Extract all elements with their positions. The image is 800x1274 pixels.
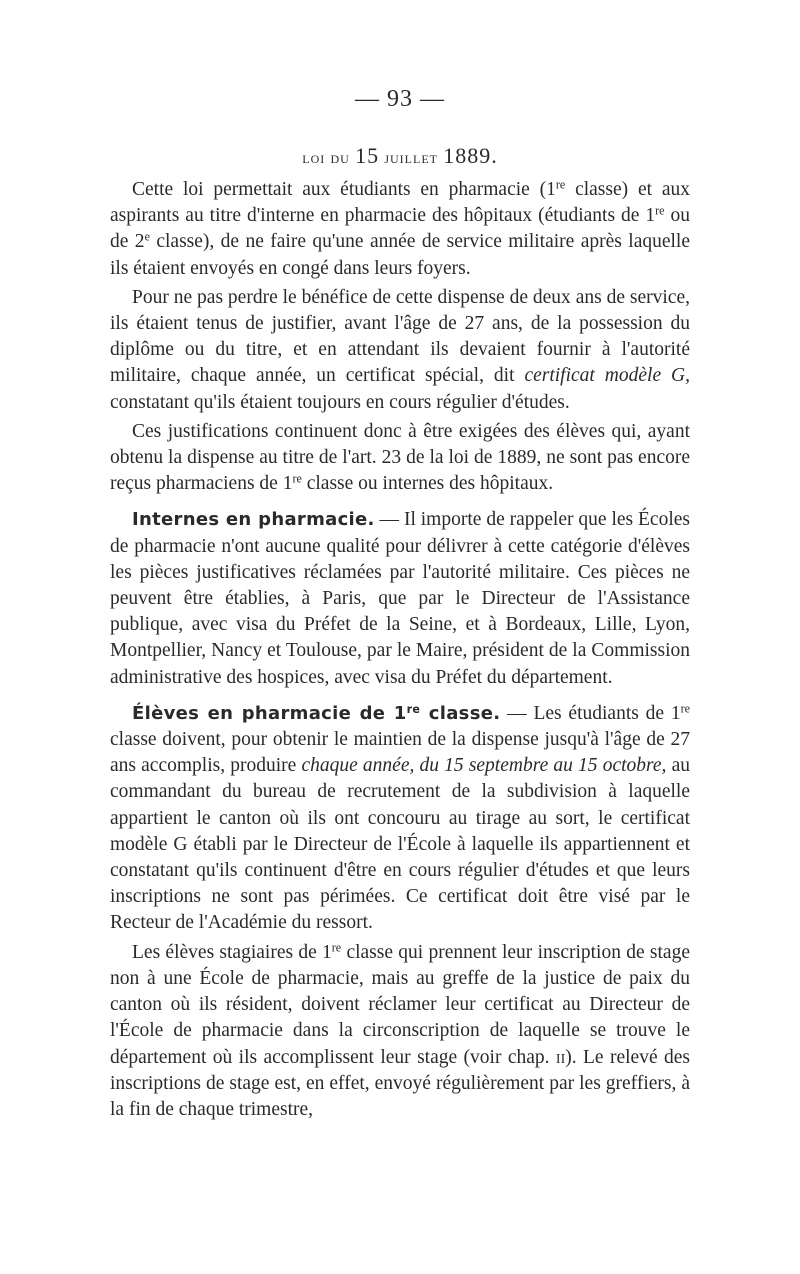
italic-run: certificat modèle G,	[524, 365, 690, 387]
text-run: classe qui prennent leur inscription de stage non à une École de pharmacie, mais au greffe de la justice de paix du canton où ils résident, doivent réclamer leur certificat au Directeur de l'École de pharmacie dans la circonscription de laquelle se trouve le département où ils accomplissent leur stage (voir chap.	[110, 941, 690, 1068]
section-title-year: 1889.	[443, 143, 498, 168]
paragraph-3	[110, 419, 690, 498]
section-title	[110, 143, 690, 169]
paragraph-internes	[110, 507, 690, 690]
superscript: re	[292, 471, 302, 486]
run-in-heading: Internes en pharmacie.	[132, 509, 375, 531]
text-run: classe) et aux aspirants au titre d'interne en pharmacie des hôpitaux (étudiants de 1	[110, 179, 690, 227]
section-title-prefix: loi du	[302, 148, 350, 167]
paragraph-stagiaires	[110, 940, 690, 1123]
text-run: classe), de ne faire qu'une année de service militaire après laquelle ils étaient envoyés en congé dans leurs foyers.	[110, 231, 690, 279]
section-title-day: 15	[355, 143, 380, 168]
superscript: re	[555, 177, 566, 192]
page-number: — 93 —	[355, 86, 445, 112]
italic-run: chaque année, du 15 septembre au 15 octobre,	[301, 755, 667, 777]
text-run: classe ou internes des hôpitaux.	[301, 473, 554, 495]
section-title-month: juillet	[384, 148, 438, 167]
text-run: — Il importe de rappeler que les Écoles de pharmacie n'ont aucune qualité pour délivrer à cette catégorie d'élèves les pièces justificatives réclamées par l'autorité militaire. Ces pièces ne peuvent être établies, à Paris, que par le Directeur de l'Assistance publique, avec visa du Préfet de la Seine, et à Bordeaux, Lille, Lyon, Montpellier, Nancy et Toulouse, par le Maire, président de la Commission administrative des hospices, avec visa du Préfet du département.	[110, 509, 690, 688]
superscript: re	[655, 203, 665, 218]
text-run: — Les étudiants de 1	[500, 702, 681, 724]
text-run: au commandant du bureau de recrutement de la subdivision à laquelle appartient le canton où ils ont concouru au tirage au sort, le certificat modèle G établi par le Directeur de l'École à laquelle ils appartiennent et constatant qu'ils continuent d'être en cours régulier d'études et que leurs inscriptions ne sont pas périmées. Ce certificat doit être visé par le Recteur de l'Académie du ressort.	[110, 755, 690, 934]
text-run: ). Le relevé des inscriptions de stage est, en effet, envoyé régulièrement par les greffiers, à la fin de chaque trimestre,	[110, 1046, 690, 1120]
text-run: constatant qu'ils étaient toujours en cours régulier d'études.	[110, 391, 570, 413]
roman-numeral: ii	[555, 1046, 566, 1068]
text-run: classe doivent, pour obtenir le maintien de la dispense jusqu'à l'âge de 27 ans accomplis, produire	[110, 729, 690, 777]
run-in-heading	[132, 703, 500, 724]
paragraph-2	[110, 285, 690, 416]
text-run: Ces justifications continuent donc à être exigées des élèves qui, ayant obtenu la dispense au titre de l'art. 23 de la loi de 1889, ne sont pas encore reçus pharmaciens de 1	[110, 420, 690, 495]
heading-text: classe.	[420, 702, 501, 724]
text-run: Cette loi permettait aux étudiants en pharmacie (1	[132, 179, 556, 200]
paragraph-eleves	[110, 701, 690, 937]
text-run: Pour ne pas perdre le bénéfice de cette dispense de deux ans de service, ils étaient tenus de justifier, avant l'âge de 27 ans, de la possession du diplôme ou du titre, et en attendant ils devaient fournir à l'autorité militaire, chaque année, un certificat spécial, dit	[110, 286, 690, 387]
superscript: re	[331, 940, 342, 955]
text-run: ou de 2	[110, 205, 691, 253]
text-run: Les élèves stagiaires de 1	[132, 941, 332, 963]
superscript: e	[144, 229, 150, 244]
heading-text: Élèves en pharmacie de 1	[132, 702, 407, 724]
superscript: re	[680, 701, 690, 716]
paragraph-1	[110, 177, 690, 282]
superscript: re	[406, 702, 421, 716]
